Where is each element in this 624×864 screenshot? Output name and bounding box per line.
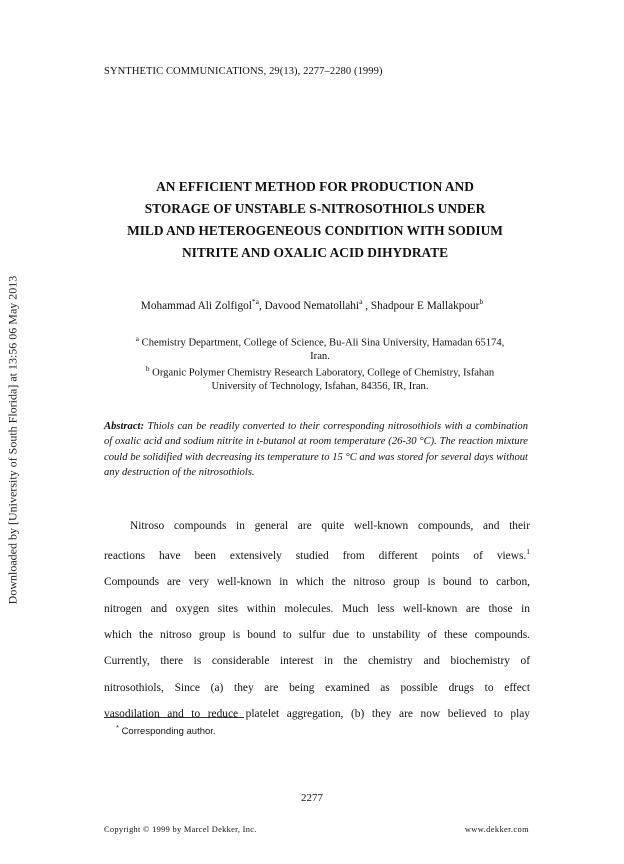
- footnote-text: Corresponding author.: [121, 726, 216, 738]
- body-line-text: reactions have been extensively studied from different points of views.: [104, 550, 527, 563]
- footnote: [116, 723, 216, 737]
- body-line: vasodilation and to reduce platelet aggregation, (b) they are now believed to play: [104, 707, 530, 720]
- body-line: nitrogen and oxygen sites within molecules. Much less well-known are those in: [104, 602, 530, 615]
- affiliation-text: Organic Polymer Chemistry Research Laboratory, College of Chemistry, Isfahan: [152, 367, 495, 379]
- author-superscript: *a: [251, 297, 259, 306]
- abstract: [104, 419, 528, 480]
- affiliation-text: University of Technology, Isfahan, 84356, IR, Iran.: [211, 380, 429, 392]
- body-line: nitrosothiols, Since (a) they are being examined as possible drugs to effect: [104, 681, 530, 694]
- body-line: Compounds are very well-known in which the nitroso group is bound to carbon,: [104, 576, 530, 589]
- download-watermark-text: Downloaded by [University of South Florida] at 13:56 06 May 2013: [5, 275, 20, 605]
- affiliation-a: [110, 332, 530, 363]
- affiliation-b: [110, 362, 530, 393]
- body-line: Nitroso compounds in general are quite well-known compounds, and their: [130, 520, 530, 532]
- body-line: which the nitroso group is bound to sulfur due to unstability of these compounds.: [104, 628, 530, 641]
- journal-header: SYNTHETIC COMMUNICATIONS, 29(13), 2277–2280 (1999): [104, 66, 383, 77]
- author-superscript: b: [479, 297, 484, 306]
- body-line: [104, 539, 530, 569]
- title-line: STORAGE OF UNSTABLE S-NITROSOTHIOLS UNDER: [144, 201, 486, 216]
- author-separator: ,: [362, 299, 371, 312]
- author-name: Davood Nematollahi: [264, 299, 360, 312]
- affiliation-text: Chemistry Department, College of Science, Bu-Ali Sina University, Hamadan 65174,: [141, 337, 505, 349]
- title-line: AN EFFICIENT METHOD FOR PRODUCTION AND: [156, 179, 474, 194]
- body-text: [104, 513, 530, 727]
- affiliation-marker: b: [145, 364, 150, 373]
- page-number: 2277: [301, 792, 323, 804]
- footnote-divider: [104, 717, 244, 718]
- title-line: NITRITE AND OXALIC ACID DIHYDRATE: [181, 245, 449, 260]
- reference-marker: 1: [526, 547, 530, 557]
- author-name: Shadpour E Mallakpour: [370, 299, 480, 312]
- affiliation-text: Iran.: [310, 350, 330, 362]
- author-separator: ,: [258, 299, 265, 312]
- publisher-url: www.dekker.com: [464, 825, 529, 834]
- author-list: [0, 297, 624, 312]
- abstract-text: Thiols can be readily converted to their corresponding nitrosothiols with a combination of oxalic acid and sodium nitrite in t-butanol at room temperature (26-30 °C). The reaction mixture could be solidified with decreasing its temperature to 15 °C and was stored for several days without any destruction of the nitrosothiols.: [104, 421, 528, 478]
- title-line: MILD AND HETEROGENEOUS CONDITION WITH SODIUM: [127, 223, 503, 238]
- abstract-label: Abstract:: [104, 421, 145, 432]
- copyright-notice: Copyright © 1999 by Marcel Dekker, Inc.: [104, 825, 257, 834]
- author-name: Mohammad Ali Zolfigol: [140, 299, 252, 312]
- affiliation-marker: a: [135, 334, 139, 343]
- author-superscript: a: [359, 297, 363, 306]
- body-line: Currently, there is considerable interest in the chemistry and biochemistry of: [104, 655, 530, 668]
- article-title: [96, 176, 534, 264]
- footnote-marker: *: [116, 723, 119, 732]
